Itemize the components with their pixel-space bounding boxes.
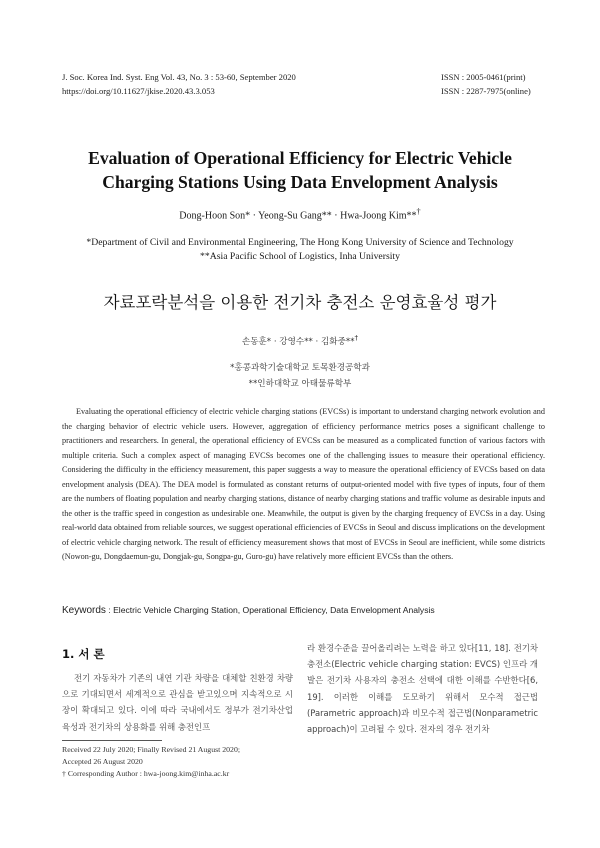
authors-english <box>40 206 560 222</box>
affiliation-1: *Department of Civil and Environmental Engineering, The Hong Kong University of Science and Technology <box>86 237 514 248</box>
affiliation-korean-2: **인하대학교 아태물류학부 <box>248 379 352 389</box>
corresponding-mark-korean: † <box>354 333 359 342</box>
paper-title-korean: 자료포락분석을 이용한 전기차 충전소 운영효율성 평가 <box>103 293 497 312</box>
paper-title <box>40 146 560 194</box>
abstract: Evaluating the operational efficiency of electric vehicle charging stations (EVCSs) is important to understand charging network evolution and the charging behavior of electric vehicle users. However, aggregation of efficiency performance metrics poses a significant challenge to practitioners and researchers. In general, the operational efficiency of EVCSs can be measured as a complicated function of various factors with multiple criteria. Such a complex aspect of managing EVCSs becomes one of the challenging issues to measure their operational efficiency. Considering the difficulty in the efficiency measurement, this paper suggests a way to measure the operational efficiency of EVCSs based on data envelopment analysis (DEA). The DEA model is formulated as constant returns of output-oriented model with five types of inputs, four of them are the numbers of floating population and nearby charging stations, distance of nearby charging stations and traffic volume as desirable inputs and the other is the traffic speed in congestion as undesirable one. Meanwhile, the output is given by the charging frequency of EVCSs in a day. Using real-world data obtained from reliable sources, we suggest operational efficiencies of EVCSs in Seoul and discuss implications on the development of electric vehicle charging network. The result of efficiency measurement shows that most of EVCSs in Seoul are inefficient, while some districts (Nowon-gu, Dongdaemun-gu, Dongjak-gu, Songpa-gu, Guro-gu) have relatively more efficient EVCSs than the others. <box>62 407 545 561</box>
affiliation-2: **Asia Pacific School of Logistics, Inha University <box>200 251 400 262</box>
author-names: Dong-Hoon Son* · Yeong-Su Gang** · Hwa-Joong Kim** <box>179 210 417 222</box>
title-line-1: Evaluation of Operational Efficiency for Electric Vehicle <box>88 148 512 168</box>
footnote-received: Received 22 July 2020; Finally Revised 21 August 2020; <box>62 745 241 754</box>
authors-korean <box>40 332 560 348</box>
issn-block <box>441 70 531 98</box>
body-column-left: 전기 자동차가 기존의 내연 기관 차량을 대체할 친환경 차량으로 기대되면서 세계적으로 관심을 받고있으며 지속적으로 시장이 확대되고 있다. 이에 따라 국내에서도 정부가 전기차산업 육성과 전기차의 상용화를 위해 충전인프 <box>62 673 293 732</box>
issn-online: ISSN : 2287-7975(online) <box>441 86 531 96</box>
section-heading: 1. 서 론 <box>62 647 105 661</box>
footnote-corresponding: † Corresponding Author : hwa-joong.kim@inha.ac.kr <box>62 769 230 778</box>
title-line-2: Charging Stations Using Data Envelopment Analysis <box>102 172 498 192</box>
author-names-korean: 손동훈* · 강영수** · 김화중** <box>241 336 355 347</box>
affiliation-korean-1: *홍콩과학기술대학교 토목환경공학과 <box>230 363 370 373</box>
keywords-text: : Electric Vehicle Charging Station, Operational Efficiency, Data Envelopment Analysis <box>108 605 435 615</box>
journal-header <box>62 70 296 98</box>
affiliations-english <box>40 236 560 264</box>
journal-citation: J. Soc. Korea Ind. Syst. Eng Vol. 43, No. 3 : 53-60, September 2020 <box>62 72 296 82</box>
footnote-divider <box>62 740 162 741</box>
corresponding-mark: † <box>416 207 421 216</box>
footnote-accepted: Accepted 26 August 2020 <box>62 757 143 766</box>
keywords <box>62 604 545 617</box>
keywords-label: Keywords <box>62 605 106 616</box>
doi-link[interactable]: https://doi.org/10.11627/jkise.2020.43.3.053 <box>62 86 215 96</box>
footnotes <box>62 744 293 780</box>
issn-print: ISSN : 2005-0461(print) <box>441 72 526 82</box>
body-column-right: 라 환경수준을 끌어올리려는 노력을 하고 있다[11, 18]. 전기차 충전소(Electric vehicle charging station: EVCS) 인프라 개발은 전기차 사용자의 충전소 선택에 대한 이해를 수반한다[6, 19]. 이러한 이해를 도모하기 위해서 모수적 접근법(Parametric approach)과 비모수적 접근법(Nonparametric approach)이 고려될 수 있다. 전자의 경우 전기차 <box>307 643 538 735</box>
affiliations-korean <box>40 360 560 392</box>
